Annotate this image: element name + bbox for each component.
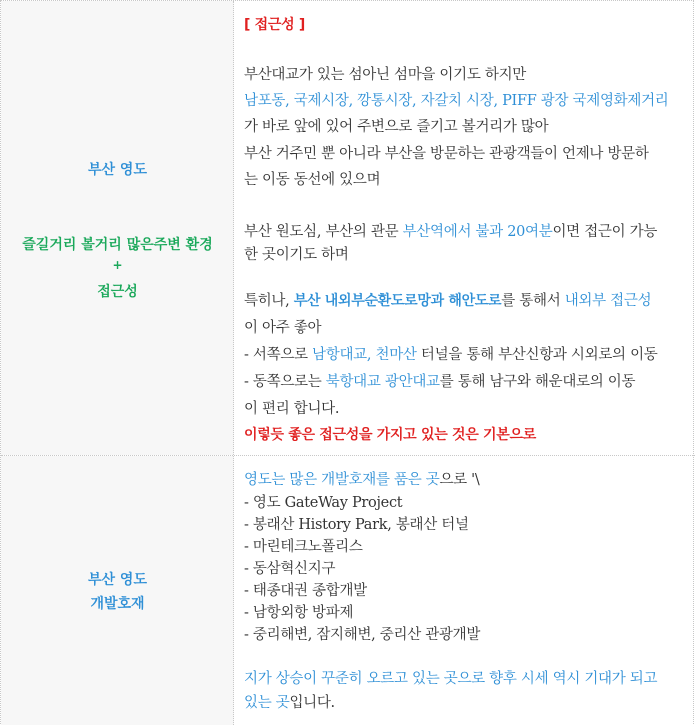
outro-line — [244, 691, 335, 712]
text-span: 특히나, — [244, 293, 294, 309]
text-line — [244, 370, 635, 391]
intro-line — [244, 468, 479, 489]
highlight-span: 내외부 접근성 — [564, 293, 652, 309]
accessibility-subtitle: 접근성 — [97, 284, 138, 300]
text-span: 부산 원도심, 부산의 관문 — [244, 224, 403, 240]
emphasis-line: 이렇듯 좋은 접근성을 가지고 있는 것은 기본으로 — [244, 427, 536, 443]
text-span: 이면 접근이 가능 — [552, 224, 658, 240]
plus-sign: + — [112, 258, 123, 272]
text-span: - 서쪽으로 — [244, 347, 313, 363]
text-span: 를 통해 남구와 해운대로의 이동 — [439, 374, 636, 390]
list-item: - 남항외항 방파제 — [244, 605, 354, 621]
text-span: 를 통해서 — [501, 293, 565, 309]
development-subtitle: 개발호재 — [90, 596, 145, 612]
highlight-span: 남항대교, 천마산 — [312, 347, 417, 363]
text-span: - 동쪽으로는 — [244, 374, 326, 390]
highlight-span: 영도는 많은 개발호재를 품은 곳 — [244, 472, 440, 488]
text-line — [244, 343, 657, 364]
highlight-span: 있는 곳 — [244, 695, 290, 711]
text-line: 부산대교가 있는 섬아닌 섬마을 이기도 하지만 — [244, 67, 526, 83]
highlight-line: 지가 상승이 꾸준히 오르고 있는 곳으로 향후 시세 역시 기대가 되고 — [244, 671, 658, 687]
list-item: - 태종대권 종합개발 — [244, 583, 367, 599]
highlight-span: 부산역에서 불과 20여분 — [402, 224, 553, 240]
text-span: 입니다. — [289, 695, 335, 711]
highlight-line: 남포동, 국제시장, 깡통시장, 자갈치 시장, PIFF 광장 국제영화제거리 — [244, 93, 669, 109]
section-header: [ 접근성 ] — [244, 17, 306, 33]
accessibility-label-cell — [1, 1, 234, 455]
development-row — [1, 456, 695, 725]
text-line: 한 곳이기도 하며 — [244, 247, 349, 263]
text-line: 는 이동 동선에 있으며 — [244, 172, 381, 188]
list-item: - 마린테크노폴리스 — [244, 539, 363, 555]
highlight-span: 북항대교 광안대교 — [325, 374, 440, 390]
text-line: 부산 거주민 뿐 아니라 부산을 방문하는 관광객들이 언제나 방문하 — [244, 146, 649, 162]
text-line: 가 바로 앞에 있어 주변으로 즐기고 볼거리가 많아 — [244, 119, 549, 135]
environment-subtitle: 즐길거리 볼거리 많은주변 환경 — [22, 237, 213, 253]
text-line: 이 편리 합니다. — [244, 401, 340, 417]
bold-highlight-span: 부산 내외부순환도로망과 해안도로 — [293, 293, 502, 309]
list-item: - 동삼혁신지구 — [244, 561, 336, 577]
text-span: 으로 '\ — [439, 472, 480, 488]
accessibility-row — [1, 1, 695, 456]
text-span: 터널을 통해 부산신항과 시외로의 이동 — [416, 347, 658, 363]
list-item: - 봉래산 History Park, 봉래산 터널 — [244, 517, 469, 533]
list-item: - 중리해변, 잠지해변, 중리산 관광개발 — [244, 627, 481, 643]
development-label-cell — [1, 456, 234, 725]
text-line — [244, 289, 651, 310]
text-line — [244, 220, 657, 241]
list-item: - 영도 GateWay Project — [244, 495, 403, 511]
text-line: 이 아주 좋아 — [244, 320, 322, 336]
location-title: 부산 영도 — [88, 572, 147, 588]
location-title: 부산 영도 — [88, 162, 147, 178]
